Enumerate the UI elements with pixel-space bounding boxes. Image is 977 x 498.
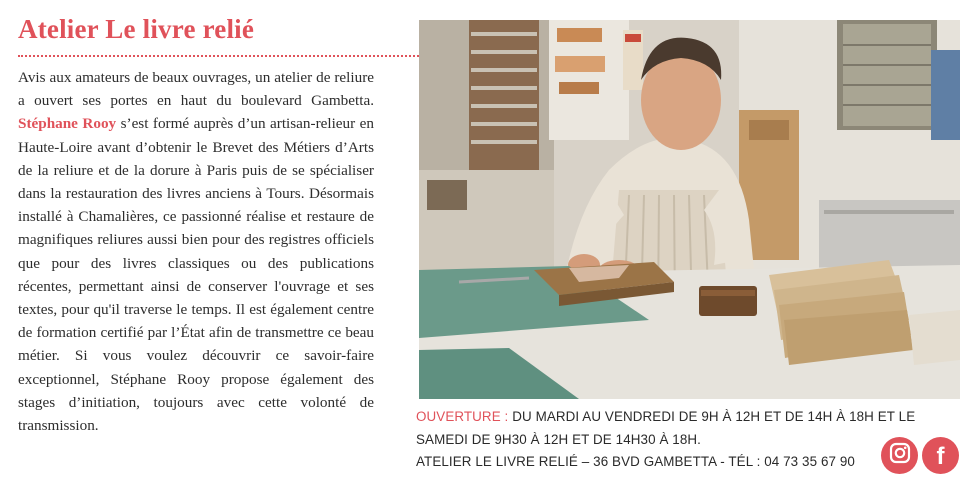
- facebook-button[interactable]: [922, 437, 959, 474]
- address-line: ATELIER LE LIVRE RELIÉ – 36 BVD GAMBETTA - TÉL : 04 73 35 67 90: [416, 454, 855, 469]
- body-rest: s’est formé auprès d’un artisan-relieur en Haute-Loire avant d’obtenir le Brevet des Métiers d’Arts de la reliure et de la dorure à Paris puis de se spécialiser dans la restauration des livres anciens à Tours. Désormais installé à Chamalières, ce passionné réalise et restaure de magnifiques reliures aussi bien pour des registres officiels que pour des livres classiques ou des publications récentes, permettant ainsi de conserver l'ouvrage et ses textes, pour qu'il traverse le temps. Il est également centre de formation certifié par l’État afin de transmettre ce beau métier. Si vous voulez découvrir ce savoir-faire exceptionnel, Stéphane Rooy propose également des stages d’initiation, toujours avec cette volonté de transmission.: [18, 115, 374, 435]
- info-block: [416, 406, 956, 474]
- article-title: Atelier Le livre relié: [18, 14, 255, 44]
- title-divider: [18, 55, 442, 57]
- opening-label: OUVERTURE :: [416, 409, 509, 424]
- body-intro: Avis aux amateurs de beaux ouvrages, un atelier de reliure a ouvert ses portes en haut du boulevard Gambetta.: [18, 69, 374, 110]
- article-body: [18, 66, 374, 437]
- opening-hours: [416, 406, 956, 451]
- instagram-icon: [889, 442, 911, 469]
- instagram-button[interactable]: [881, 437, 918, 474]
- opening-hours-text: DU MARDI AU VENDREDI DE 9H À 12H ET DE 14H À 18H ET LE SAMEDI DE 9H30 À 12H ET DE 14H30 À 18H.: [416, 409, 916, 447]
- artisan-name: Stéphane Rooy: [18, 115, 117, 133]
- workshop-photo: [419, 20, 960, 399]
- facebook-icon: f: [936, 443, 945, 470]
